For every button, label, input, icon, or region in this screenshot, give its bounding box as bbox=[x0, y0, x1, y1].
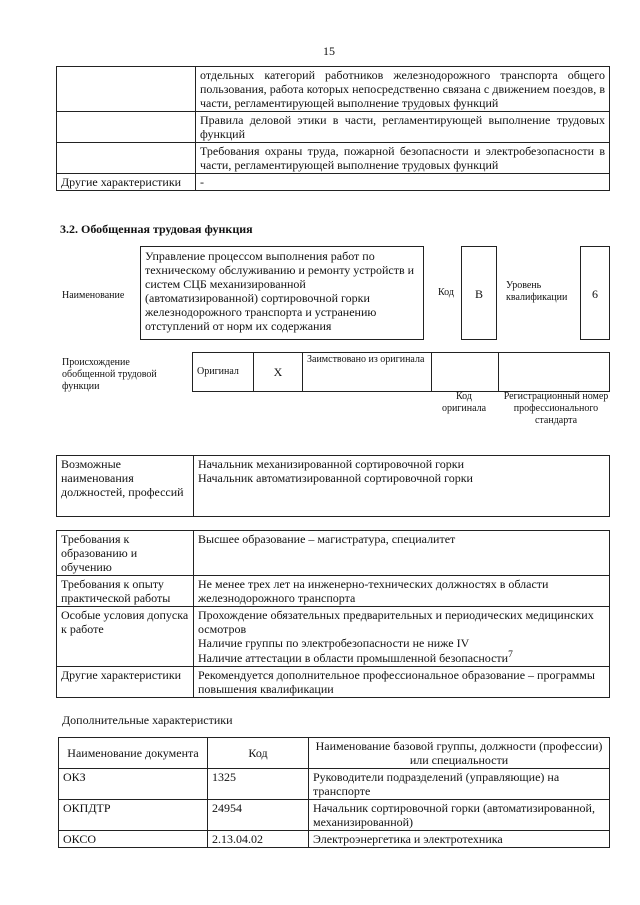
table-cell bbox=[57, 112, 196, 143]
positions-label: Возможные наименования должностей, профессий bbox=[57, 456, 194, 517]
origin-table bbox=[192, 352, 610, 392]
registration-number-caption: Регистрационный номер профессионального стандарта bbox=[503, 391, 609, 426]
requirements-table bbox=[56, 530, 610, 698]
table-cell bbox=[57, 143, 196, 174]
function-name-box bbox=[140, 246, 424, 340]
requirement-label: Особые условия допуска к работе bbox=[57, 607, 194, 667]
requirement-label: Требования к опыту практической работы bbox=[57, 576, 194, 607]
table-row bbox=[57, 174, 610, 191]
original-label: Оригинал bbox=[193, 353, 254, 392]
table-cell: Электроэнергетика и электротехника bbox=[309, 831, 610, 848]
table-header-row bbox=[59, 738, 610, 769]
table-cell: Руководители подразделений (управляющие) на транспорте bbox=[309, 769, 610, 800]
table-row bbox=[57, 67, 610, 112]
requirement-label: Требования к образованию и обучению bbox=[57, 531, 194, 576]
positions-table bbox=[56, 455, 610, 517]
table-row bbox=[59, 769, 610, 800]
competency-table bbox=[56, 66, 610, 191]
table-cell: Начальник сортировочной горки (автоматизированной, механизированной) bbox=[309, 800, 610, 831]
level-label: Уровень квалификации bbox=[506, 280, 568, 303]
name-label: Наименование bbox=[62, 290, 125, 301]
requirement-value: Высшее образование – магистратура, специалитет bbox=[194, 531, 610, 576]
origin-label: Происхождение обобщенной трудовой функции bbox=[62, 357, 157, 392]
requirement-value: Рекомендуется дополнительное профессиональное образование – программы повышения квалификации bbox=[194, 667, 610, 698]
table-cell: ОКЗ bbox=[59, 769, 208, 800]
table-cell: ОКПДТР bbox=[59, 800, 208, 831]
code-original-caption: Код оригинала bbox=[441, 391, 487, 414]
requirement-label: Другие характеристики bbox=[57, 667, 194, 698]
section-title: 3.2. Обобщенная трудовая функция bbox=[60, 222, 253, 236]
table-row bbox=[57, 607, 610, 667]
level-box bbox=[580, 246, 610, 340]
level-value: 6 bbox=[592, 287, 598, 301]
column-header: Код bbox=[208, 738, 309, 769]
requirement-value: Не менее трех лет на инженерно-технических должностях в области железнодорожного транспорта bbox=[194, 576, 610, 607]
code-box bbox=[461, 246, 497, 340]
other-characteristics-value: - bbox=[196, 174, 610, 191]
table-cell: ОКСО bbox=[59, 831, 208, 848]
function-name-value: Управление процессом выполнения работ по техническому обслуживанию и ремонту устройств и систем СЦБ механизированной (автоматизированной) сортировочной горки железнодорожного транспорта и устранению отступлений от норм их содержания bbox=[145, 249, 415, 333]
code-value: B bbox=[474, 287, 483, 301]
table-cell bbox=[57, 67, 196, 112]
table-cell: Требования охраны труда, пожарной безопасности и электробезопасности в части, регламентирующей выполнение трудовых функций bbox=[196, 143, 610, 174]
borrowed-label: Заимствовано из оригинала bbox=[303, 353, 432, 392]
table-cell: 1325 bbox=[208, 769, 309, 800]
positions-value: Начальник механизированной сортировочной горки Начальник автоматизированной сортировочной горки bbox=[194, 456, 610, 517]
table-cell: отдельных категорий работников железнодорожного транспорта общего пользования, работа которых непосредственно связана с движением поездов, в части, регламентирующей выполнение трудовых функций bbox=[196, 67, 610, 112]
table-row bbox=[57, 143, 610, 174]
table-row bbox=[59, 800, 610, 831]
table-cell: 2.13.04.02 bbox=[208, 831, 309, 848]
requirement-value-cell bbox=[194, 607, 610, 667]
column-header: Наименование документа bbox=[59, 738, 208, 769]
table-row bbox=[57, 531, 610, 576]
table-row bbox=[59, 831, 610, 848]
registration-number-cell bbox=[499, 353, 610, 392]
table-cell: Правила деловой этики в части, регламентирующей выполнение трудовых функций bbox=[196, 112, 610, 143]
code-label: Код bbox=[438, 287, 454, 298]
additional-table bbox=[58, 737, 610, 848]
code-original-cell bbox=[432, 353, 499, 392]
other-characteristics-label: Другие характеристики bbox=[57, 174, 196, 191]
original-mark: X bbox=[254, 353, 303, 392]
table-row bbox=[57, 667, 610, 698]
page-number: 15 bbox=[323, 44, 335, 58]
additional-title: Дополнительные характеристики bbox=[62, 713, 233, 727]
table-row bbox=[57, 112, 610, 143]
requirement-value: Прохождение обязательных предварительных и периодических медицинских осмотров Наличие группы по электробезопасности не ниже IV Наличие аттестации в области промышленной безопасности bbox=[198, 608, 594, 665]
table-row bbox=[57, 576, 610, 607]
table-cell: 24954 bbox=[208, 800, 309, 831]
column-header: Наименование базовой группы, должности (профессии) или специальности bbox=[309, 738, 610, 769]
footnote-mark: 7 bbox=[508, 650, 513, 660]
